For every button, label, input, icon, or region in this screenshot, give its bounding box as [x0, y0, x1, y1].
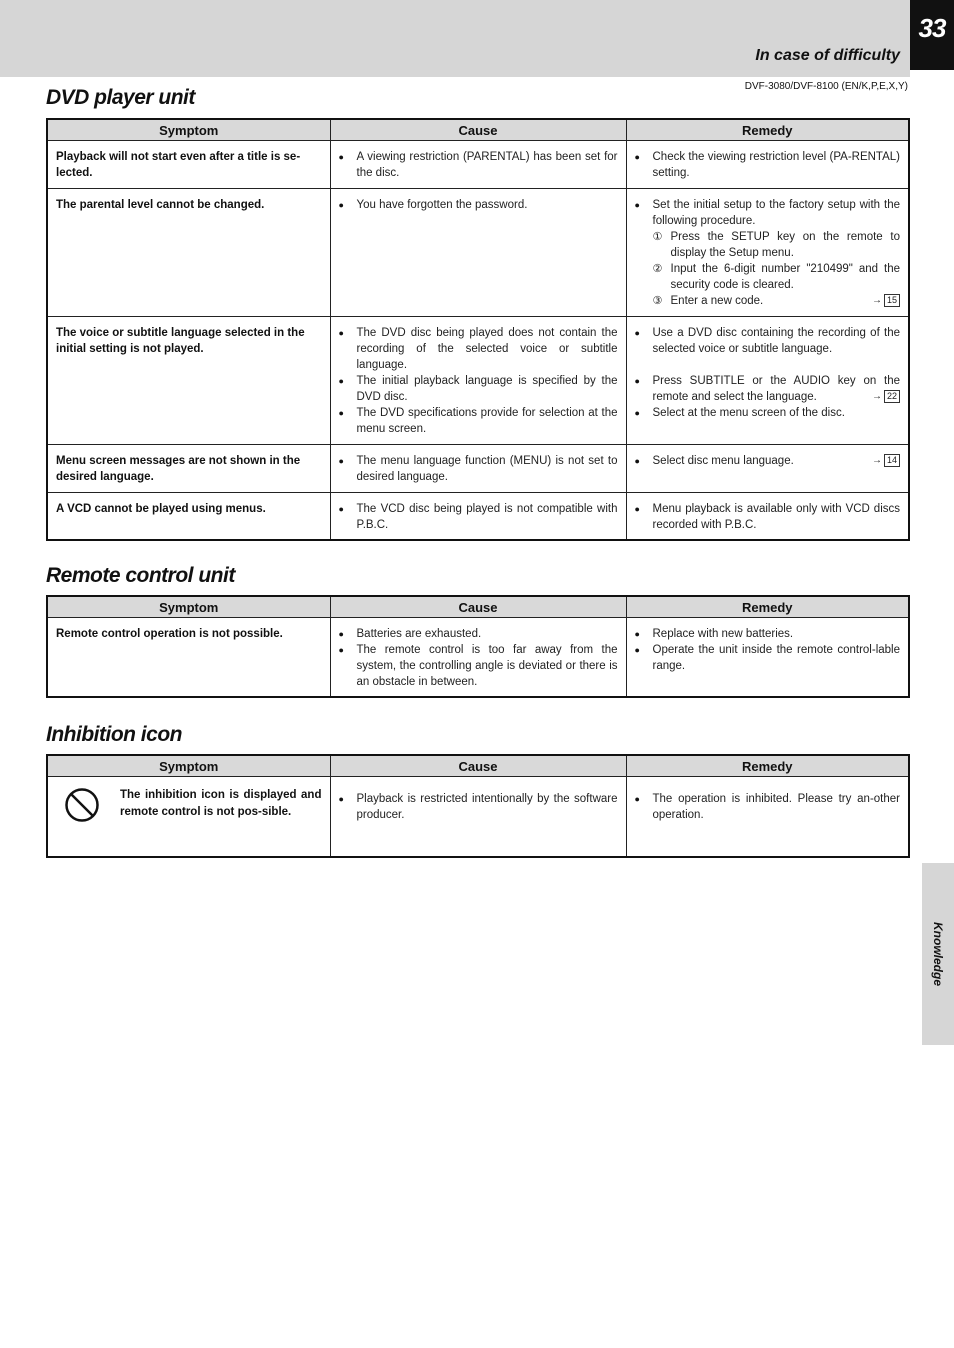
page-ref-number: 15 [884, 294, 900, 307]
table-header-row [47, 755, 909, 777]
remedy-text: Press SUBTITLE or the AUDIO key on the remote and select the language. [652, 375, 900, 403]
inhibition-symptom [56, 785, 322, 823]
remedy-cell [626, 445, 909, 493]
cause-header: Cause [330, 596, 626, 618]
cause-item: ● The DVD disc being played does not contain the recording of the selected voice or subtitle language. [339, 325, 618, 373]
table-row [47, 445, 909, 493]
header-bar [0, 0, 910, 77]
symptom-header: Symptom [47, 596, 330, 618]
cause-item: ● The initial playback language is specified by the DVD disc. [339, 373, 618, 405]
table-row [47, 141, 909, 189]
cause-header: Cause [330, 119, 626, 141]
step-text: Input the 6-digit number "210499" and the security code is cleared. [670, 263, 900, 291]
arrow-icon: → [871, 455, 882, 466]
symptom-cell [47, 777, 330, 857]
section-title: In case of difficulty [755, 47, 900, 64]
side-tab [922, 863, 954, 1045]
table-row [47, 618, 909, 698]
remedy-item [635, 453, 901, 469]
remedy-step [653, 229, 901, 261]
remedy-item: ● Replace with new batteries. [635, 626, 901, 642]
cause-item: ● You have forgotten the password. [339, 197, 618, 213]
arrow-icon: → [871, 391, 882, 402]
remedy-header: Remedy [626, 755, 909, 777]
remedy-item: ● Use a DVD disc containing the recording of the selected voice or subtitle language. [635, 325, 901, 357]
cause-cell [330, 141, 626, 189]
table-header-row [47, 119, 909, 141]
remedy-item: ● Menu playback is available only with VCD discs recorded with P.B.C. [635, 501, 901, 533]
dvd-heading: DVD player unit [46, 86, 195, 109]
remedy-header: Remedy [626, 596, 909, 618]
remedy-cell [626, 777, 909, 857]
page-reference [872, 293, 900, 309]
step-text: Press the SETUP key on the remote to display the Setup menu. [670, 231, 900, 259]
remedy-cell [626, 317, 909, 445]
step-number: ③ [652, 295, 663, 307]
dvd-table [46, 118, 910, 541]
table-row [47, 493, 909, 541]
cause-cell [330, 777, 626, 857]
symptom-cell: The voice or subtitle language selected in the initial setting is not played. [47, 317, 330, 445]
cause-item: ● The VCD disc being played is not compatible with P.B.C. [339, 501, 618, 533]
cause-cell [330, 493, 626, 541]
cause-item: ● The menu language function (MENU) is not set to desired language. [339, 453, 618, 485]
step-number: ② [652, 263, 663, 275]
page-reference [872, 389, 900, 405]
table-row [47, 777, 909, 857]
symptom-header: Symptom [47, 755, 330, 777]
page-ref-number: 22 [884, 390, 900, 403]
inhibition-table [46, 754, 910, 858]
table-header-row [47, 596, 909, 618]
page-number: 33 [910, 0, 954, 70]
cause-item: ● The remote control is too far away from the system, the controlling angle is deviated or there is an obstacle in between. [339, 642, 618, 690]
cause-item: ● Playback is restricted intentionally by the software producer. [339, 791, 618, 823]
symptom-cell: A VCD cannot be played using menus. [47, 493, 330, 541]
step-number: ① [652, 231, 663, 243]
remedy-cell [626, 141, 909, 189]
side-tab-label: Knowledge [931, 921, 945, 987]
symptom-cell: Remote control operation is not possible. [47, 618, 330, 698]
step-text: Enter a new code. [670, 295, 764, 307]
cause-cell [330, 445, 626, 493]
remedy-item [635, 373, 901, 405]
prohibited-icon [64, 787, 100, 823]
remedy-step [653, 261, 901, 293]
remedy-cell [626, 618, 909, 698]
remedy-step [653, 293, 901, 309]
page-reference [872, 453, 900, 469]
remote-heading: Remote control unit [46, 564, 235, 587]
remedy-cell [626, 189, 909, 317]
symptom-cell: Menu screen messages are not shown in the desired language. [47, 445, 330, 493]
symptom-cell: Playback will not start even after a title is se-lected. [47, 141, 330, 189]
cause-header: Cause [330, 755, 626, 777]
cause-item: ● A viewing restriction (PARENTAL) has been set for the disc. [339, 149, 618, 181]
cause-cell [330, 189, 626, 317]
remedy-item: ● Select at the menu screen of the disc. [635, 405, 901, 421]
remedy-header: Remedy [626, 119, 909, 141]
remedy-text: Select disc menu language. [652, 455, 794, 467]
symptom-header: Symptom [47, 119, 330, 141]
arrow-icon: → [871, 295, 882, 306]
table-row [47, 189, 909, 317]
remedy-item: ● Set the initial setup to the factory setup with the following procedure. [635, 197, 901, 229]
symptom-cell: The parental level cannot be changed. [47, 189, 330, 317]
remedy-cell [626, 493, 909, 541]
symptom-text: The inhibition icon is displayed and remote control is not pos-sible. [120, 789, 322, 818]
cause-item: ● The DVD specifications provide for selection at the menu screen. [339, 405, 618, 437]
remedy-item: ● The operation is inhibited. Please try an-other operation. [635, 791, 901, 823]
cause-item: ● Batteries are exhausted. [339, 626, 618, 642]
remote-table [46, 595, 910, 698]
remedy-item: ● Check the viewing restriction level (PA-RENTAL) setting. [635, 149, 901, 181]
model-number: DVF-3080/DVF-8100 (EN/K,P,E,X,Y) [744, 81, 908, 92]
cause-cell [330, 317, 626, 445]
remedy-item: ● Operate the unit inside the remote control-lable range. [635, 642, 901, 674]
inhibition-heading: Inhibition icon [46, 723, 182, 746]
page-ref-number: 14 [884, 454, 900, 467]
table-row [47, 317, 909, 445]
cause-cell [330, 618, 626, 698]
